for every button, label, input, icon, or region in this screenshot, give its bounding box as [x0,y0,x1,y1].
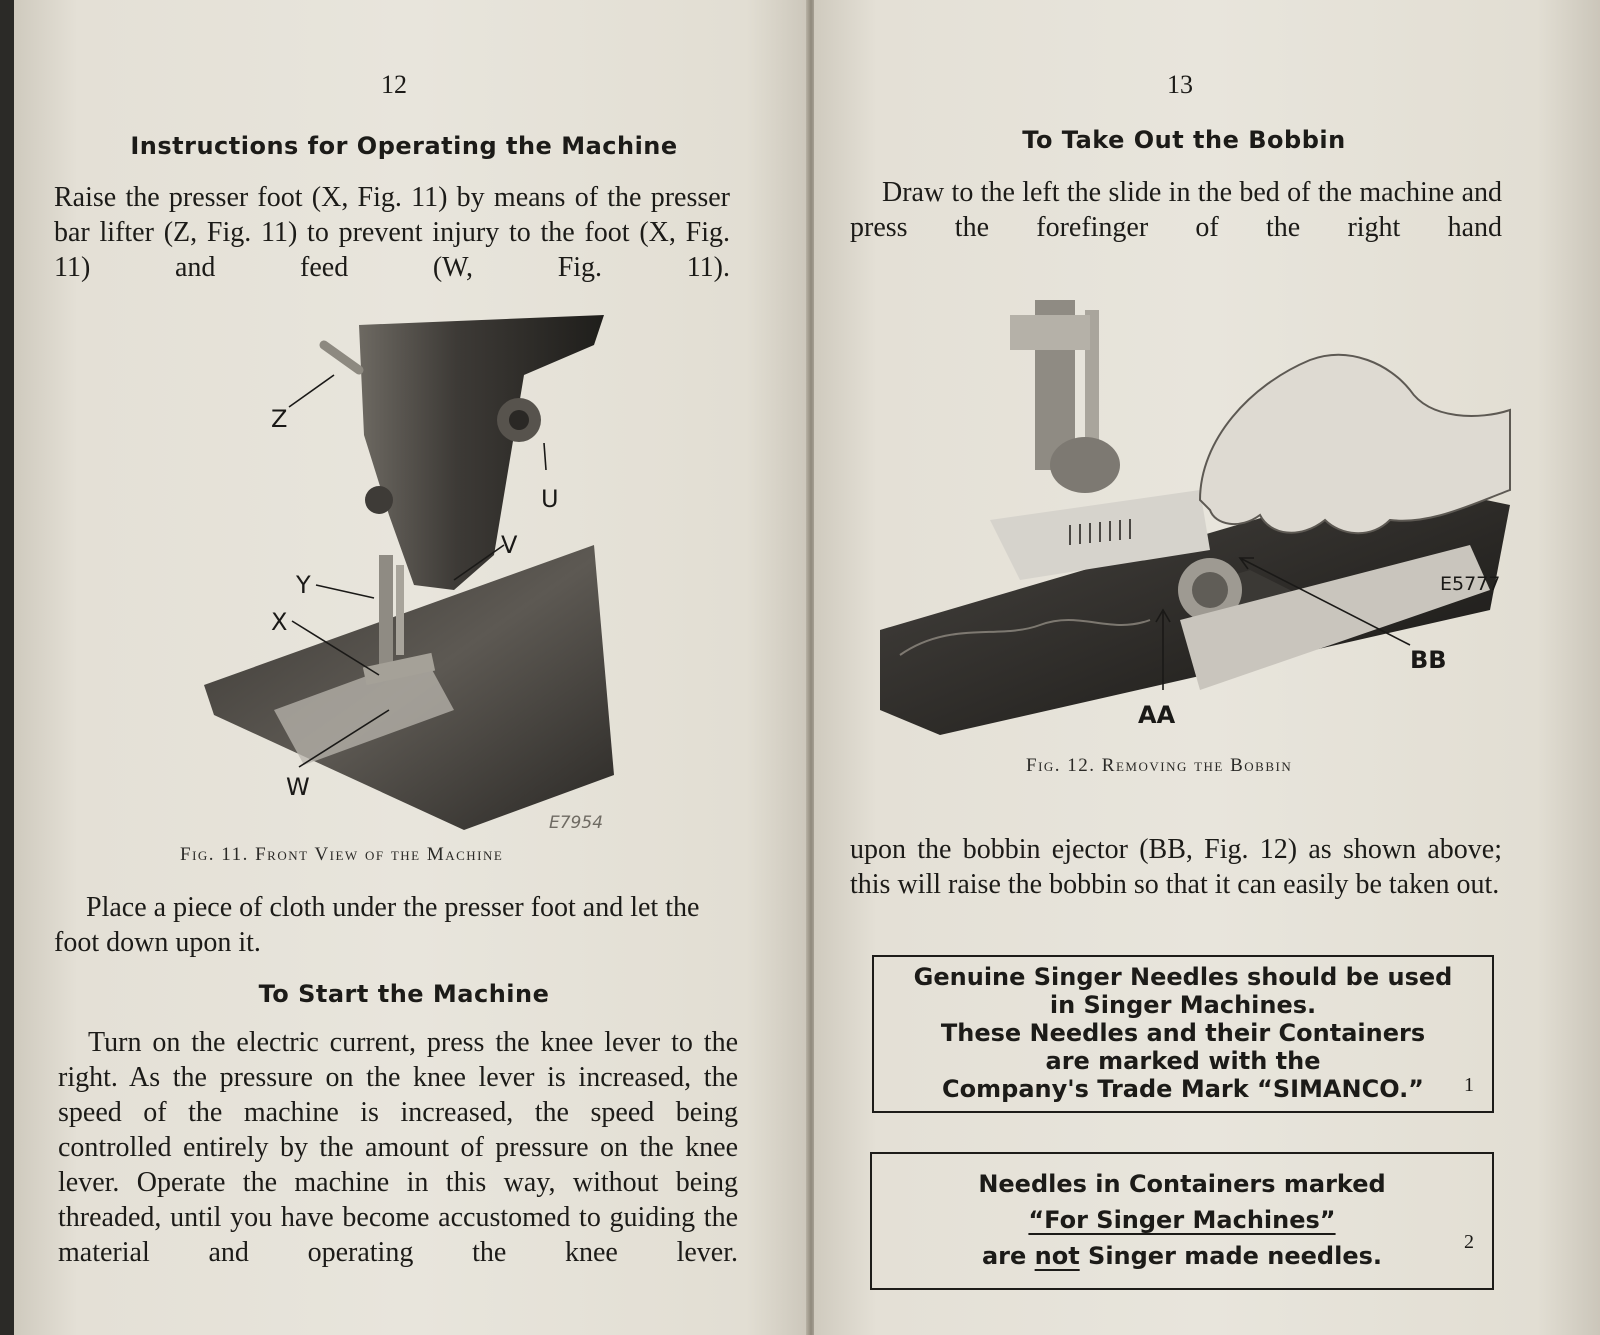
label-w: W [286,773,310,801]
label-aa: AA [1138,701,1176,729]
label-x: X [271,608,288,636]
label-u: U [541,485,559,513]
notice2-line3 [872,1238,1492,1274]
right-page [814,0,1600,1335]
left-page-heading: Instructions for Operating the Machine [130,132,678,160]
notice1-line1: Genuine Singer Needles should be used [913,963,1453,991]
notice2-line3-part-a: are [981,1242,1027,1270]
figure-code-e7954: E7954 [549,813,604,833]
notice2-line2: “For Singer Machines” [1028,1206,1336,1234]
page-number-left: 12 [381,70,407,99]
notice1-line5: Company's Trade Mark “SIMANCO.” [942,1075,1424,1103]
notice-genuine-singer-needles [872,955,1494,1113]
label-bb: BB [1410,646,1447,674]
cloth-paragraph: Place a piece of cloth under the presser foot and let the foot down upon it. [54,892,700,958]
figure-code-e5777: E5777 [1440,573,1501,595]
notice2-line3-part-b: Singer made needles. [1088,1242,1383,1270]
notice2-line1: Needles in Containers marked [978,1170,1386,1198]
notice1-number: 1 [1464,1074,1474,1096]
notice2-number: 2 [1464,1231,1474,1253]
start-machine-paragraph: Turn on the electric current, press the knee lever to the right. As the pressure on the knee lever is increased, the speed of the machine is increased, the speed being controlled entirely by the amount of pressure on the knee lever. Operate the machine in this way, without being threaded, until you have become accustomed to guiding the material and operating the knee lever. [58,1027,738,1268]
label-v: V [501,531,518,559]
bobbin-removal-illustration [870,290,1530,750]
notice-for-singer-machines [870,1152,1494,1290]
page-number-right: 13 [1167,70,1193,99]
right-page-heading: To Take Out the Bobbin [1022,126,1346,154]
start-machine-heading: To Start the Machine [258,980,550,1008]
right-continuation-paragraph: upon the bobbin ejector (BB, Fig. 12) as shown above; this will raise the bobbin so that it can easily be taken out. [850,834,1502,900]
figure-11-caption: Fig. 11. Front View of the Machine [180,844,504,865]
notice1-line4: are marked with the [1045,1047,1321,1075]
figure-11-front-view [174,315,634,835]
sewing-machine-front-illustration [174,315,634,835]
notice2-not-emphasis: not [1034,1242,1080,1270]
label-y: Y [296,571,311,599]
figure-12-caption: Fig. 12. Removing the Bobbin [1026,755,1293,776]
notice1-line2: in Singer Machines. [1049,991,1317,1019]
notice1-line3: These Needles and their Containers [940,1019,1426,1047]
figure-12-removing-bobbin [870,290,1530,750]
notice2-line2-wrap [872,1202,1492,1238]
right-intro-paragraph: Draw to the left the slide in the bed of the machine and press the forefinger of the right hand [850,177,1502,243]
label-z: Z [271,405,288,433]
left-intro-paragraph: Raise the presser foot (X, Fig. 11) by means of the presser bar lifter (Z, Fig. 11) to prevent injury to the foot (X, Fig. 11) and feed (W, Fig. 11). [54,182,730,283]
left-page [14,0,810,1335]
